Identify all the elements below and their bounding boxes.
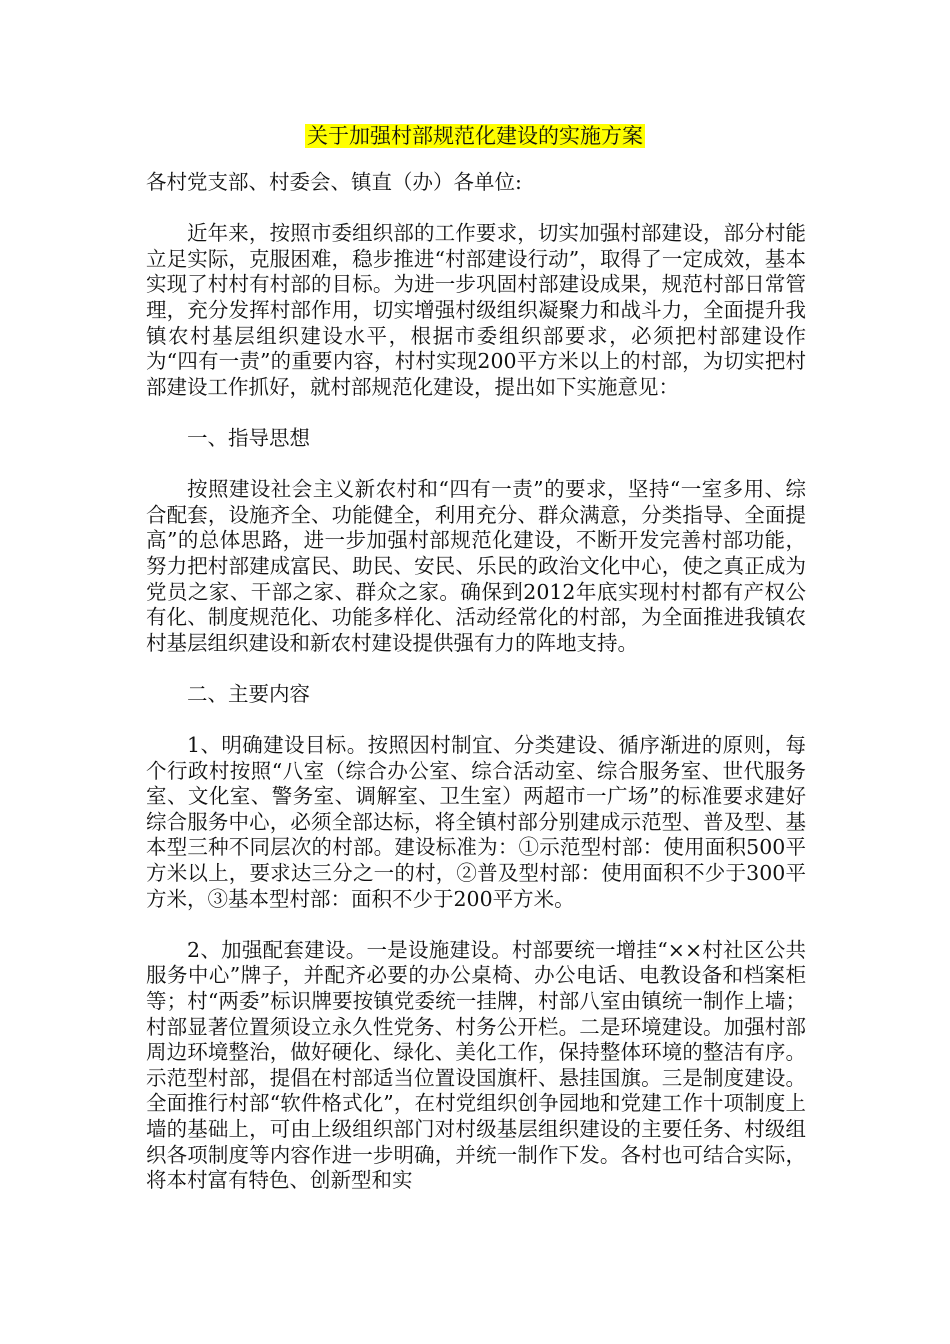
- section-heading-main-content: 二、主要内容: [187, 681, 310, 706]
- document-body: [146, 170, 806, 1194]
- paragraph-build-goals: 1、明确建设目标。按照因村制宜、分类建设、循序渐进的原则，每个行政村按照“八室（综合办公室、综合活动室、综合服务室、世代服务室、文化室、警务室、调解室、卫生室）两超市一广场”的标准要求建好综合服务中心，必须全部达标，将全镇村部分别建成示范型、普及型、基本型三种不同层次的村部。建设标准为：①示范型村部：使用面积500平方米以上，要求达三分之一的村，②普及型村部：使用面积不少于300平方米，③基本型村部：面积不少于200平方米。: [146, 733, 806, 911]
- salutation: 各村党支部、村委会、镇直（办）各单位:: [146, 170, 522, 194]
- title-container: [0, 122, 950, 150]
- paragraph-guiding-thought: 按照建设社会主义新农村和“四有一责”的要求，坚持“一室多用、综合配套，设施齐全、功能健全，利用充分、群众满意，分类指导、全面提高”的总体思路，进一步加强村部规范化建设，不断开发完善村部功能，努力把村部建成富民、助民、安民、乐民的政治文化中心，使之真正成为党员之家、干部之家、群众之家。确保到2012年底实现村村都有产权公有化、制度规范化、功能多样化、活动经常化的村部，为全面推进我镇农村基层组织建设和新农村建设提供强有力的阵地支持。: [146, 477, 806, 655]
- document-title: 关于加强村部规范化建设的实施方案: [307, 124, 643, 148]
- paragraph-intro: 近年来，按照市委组织部的工作要求，切实加强村部建设，部分村能立足实际，克服困难，稳步推进“村部建设行动”，取得了一定成效，基本实现了村村有村部的目标。为进一步巩固村部建设成果，规范村部日常管理，充分发挥村部作用，切实增强村级组织凝聚力和战斗力，全面提升我镇农村基层组织建设水平，根据市委组织部要求，必须把村部建设作为“四有一责”的重要内容，村村实现200平方米以上的村部，为切实把村部建设工作抓好，就村部规范化建设，提出如下实施意见：: [146, 221, 806, 399]
- section-heading-guiding-thought: 一、指导思想: [187, 425, 310, 450]
- paragraph-supporting-construction: 2、加强配套建设。一是设施建设。村部要统一增挂“××村社区公共服务中心”牌子，并配齐必要的办公桌椅、办公电话、电教设备和档案柜等；村“两委”标识牌要按镇党委统一挂牌，村部八室由镇统一制作上墙；村部显著位置须设立永久性党务、村务公开栏。二是环境建设。加强村部周边环境整治，做好硬化、绿化、美化工作，保持整体环境的整洁有序。示范型村部，提倡在村部适当位置设国旗杆、悬挂国旗。三是制度建设。全面推行村部“软件格式化”，在村党组织创争园地和党建工作十项制度上墙的基础上，可由上级组织部门对村级基层组织建设的主要任务、村级组织各项制度等内容作进一步明确，并统一制作下发。各村也可结合实际，将本村富有特色、创新型和实: [146, 937, 806, 1193]
